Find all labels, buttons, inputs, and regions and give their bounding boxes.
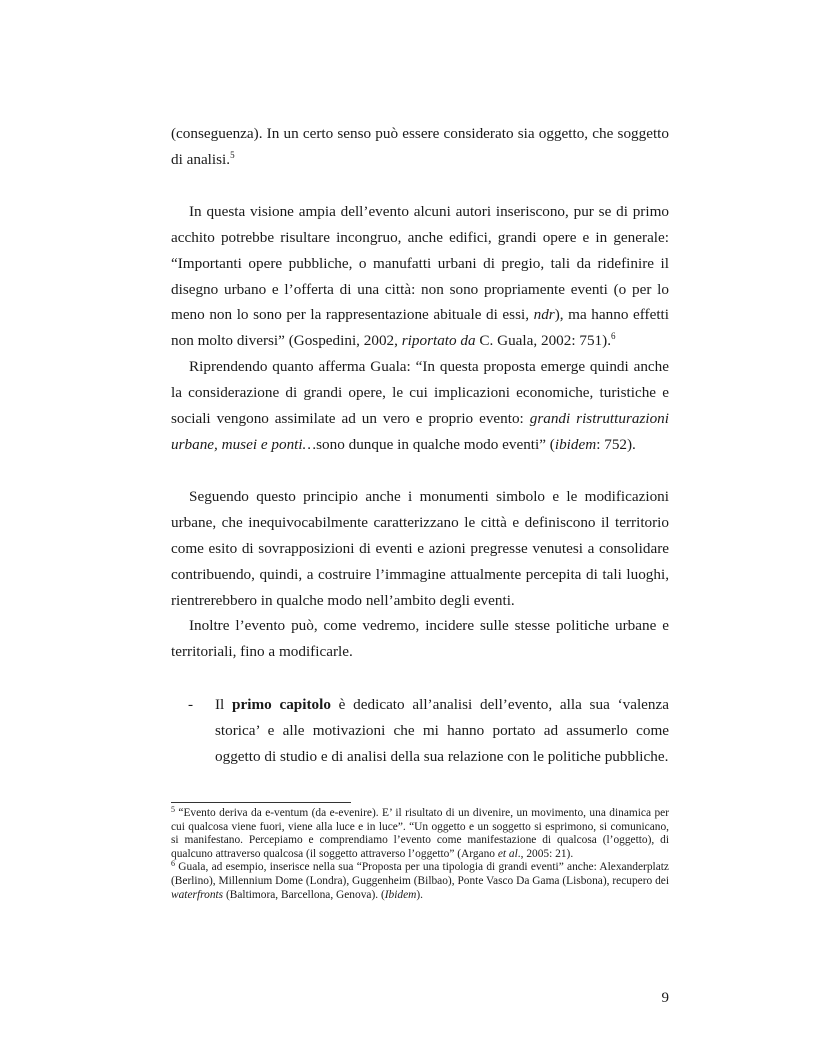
chapter-list bbox=[171, 692, 669, 770]
paragraph-4: Seguendo questo principio anche i monumenti simbolo e le modificazioni urbane, che inequivocabilmente caratterizzano le città e definiscono il territorio come esito di sovrapposizioni di eventi e azioni pregresse venutesi a consolidare contribuendo, quindi, a costruire l’immagine attualmente percepita di tali luoghi, rientrerebbero in qualche modo nell’ambito degli eventi. bbox=[171, 487, 669, 609]
paragraph-3-text: Riprendendo quanto afferma Guala: “In questa proposta emerge quindi anche la considerazione di grandi opere, le cui implicazioni economiche, turistiche e sociali vengono assimilate ad un vero e proprio evento: bbox=[171, 358, 669, 428]
paragraph-1-text: (conseguenza). In un certo senso può essere considerato sia oggetto, che soggetto di analisi. bbox=[171, 125, 669, 168]
page-number: 9 bbox=[661, 990, 669, 1006]
paragraph-2-italic: ndr bbox=[533, 306, 555, 324]
footnote-ref-6: 6 bbox=[611, 331, 616, 342]
list-item bbox=[171, 692, 669, 770]
paragraph-3-text-c: : 752). bbox=[596, 435, 636, 453]
body-text bbox=[171, 121, 669, 665]
footnote-6-italic: waterfronts bbox=[171, 888, 224, 901]
footnote-5-text: “Evento deriva da e-ventum (da e-evenire). E’ il risultato di un divenire, un movimento, una dinamica per cui qualcosa viene fuori, viene alla luce e in luce”. “Un oggetto e un soggetto si esprimono, si comunicano, si manifestano. Percepiamo e comprendiamo l’evento come manifestazione di qualcosa (l’oggetto), di qualcuno attraverso qualcosa (il soggetto attraverso l’oggetto” (Argano bbox=[171, 807, 669, 860]
footnote-5-italic: et al bbox=[497, 847, 518, 860]
paragraph-2 bbox=[171, 199, 669, 354]
footnote-6-text-b: (Baltimora, Barcellona, Genova). ( bbox=[223, 888, 385, 901]
paragraph-5: Inoltre l’evento può, come vedremo, incidere sulle stesse politiche urbane e territoriali, fino a modificarle. bbox=[171, 617, 669, 661]
list-dash: - bbox=[188, 696, 194, 713]
footnote-6-italic-b: Ibidem bbox=[384, 888, 417, 901]
paragraph-1 bbox=[171, 121, 669, 173]
paragraph-2-text: In questa visione ampia dell’evento alcuni autori inseriscono, pur se di primo acchito potrebbe risultare incongruo, anche edifici, grandi opere e in generale: “Importanti opere pubbliche, o manufatti urbani di pregio, tali da ridefinire il disegno urbano e l’offerta di una città: non sono propriamente eventi (o per lo meno non lo sono per la rappresentazione abituale di essi, bbox=[171, 202, 669, 324]
paragraph-3-italic-b: ibidem bbox=[554, 435, 597, 453]
footnote-separator bbox=[171, 802, 351, 803]
footnotes bbox=[171, 807, 669, 902]
paragraph-2-italic-b: riportato da bbox=[401, 332, 476, 350]
footnote-6-text-c: ). bbox=[416, 888, 424, 901]
footnote-6-number: 6 bbox=[171, 859, 175, 869]
footnote-5-text-b: ., 2005: 21). bbox=[517, 847, 574, 860]
paragraph-3-italic: grandi ristrutturazioni urbane, musei e ponti… bbox=[171, 410, 669, 453]
paragraph-3 bbox=[171, 354, 669, 458]
footnote-5-number: 5 bbox=[171, 805, 175, 814]
paragraph-3-text-b: sono dunque in qualche modo eventi” ( bbox=[316, 435, 555, 453]
footnote-5 bbox=[171, 807, 669, 861]
list-item-bold: primo capitolo bbox=[232, 696, 331, 713]
paragraph-2-text-b: ), ma hanno effetti non molto diversi” (Gospedini, 2002, bbox=[171, 306, 669, 350]
footnote-ref-5: 5 bbox=[230, 149, 235, 160]
list-item-text: è dedicato all’analisi dell’evento, alla sua ‘valenza storica’ e alle motivazioni che mi hanno portato ad assumerlo come oggetto di studio e di analisi della sua relazione con le politiche pubbliche. bbox=[215, 696, 669, 765]
footnote-6-text: Guala, ad esempio, inserisce nella sua “Proposta per una tipologia di grandi eventi” anche: Alexanderplatz (Berlino), Millennium Dome (Londra), Guggenheim (Bilbao), Ponte Vasco Da Gama (Lisbona), recupero dei bbox=[171, 861, 669, 887]
list-item-prefix: Il bbox=[215, 696, 233, 713]
paragraph-2-text-c: C. Guala, 2002: 751). bbox=[475, 332, 611, 350]
footnote-6 bbox=[171, 861, 669, 902]
